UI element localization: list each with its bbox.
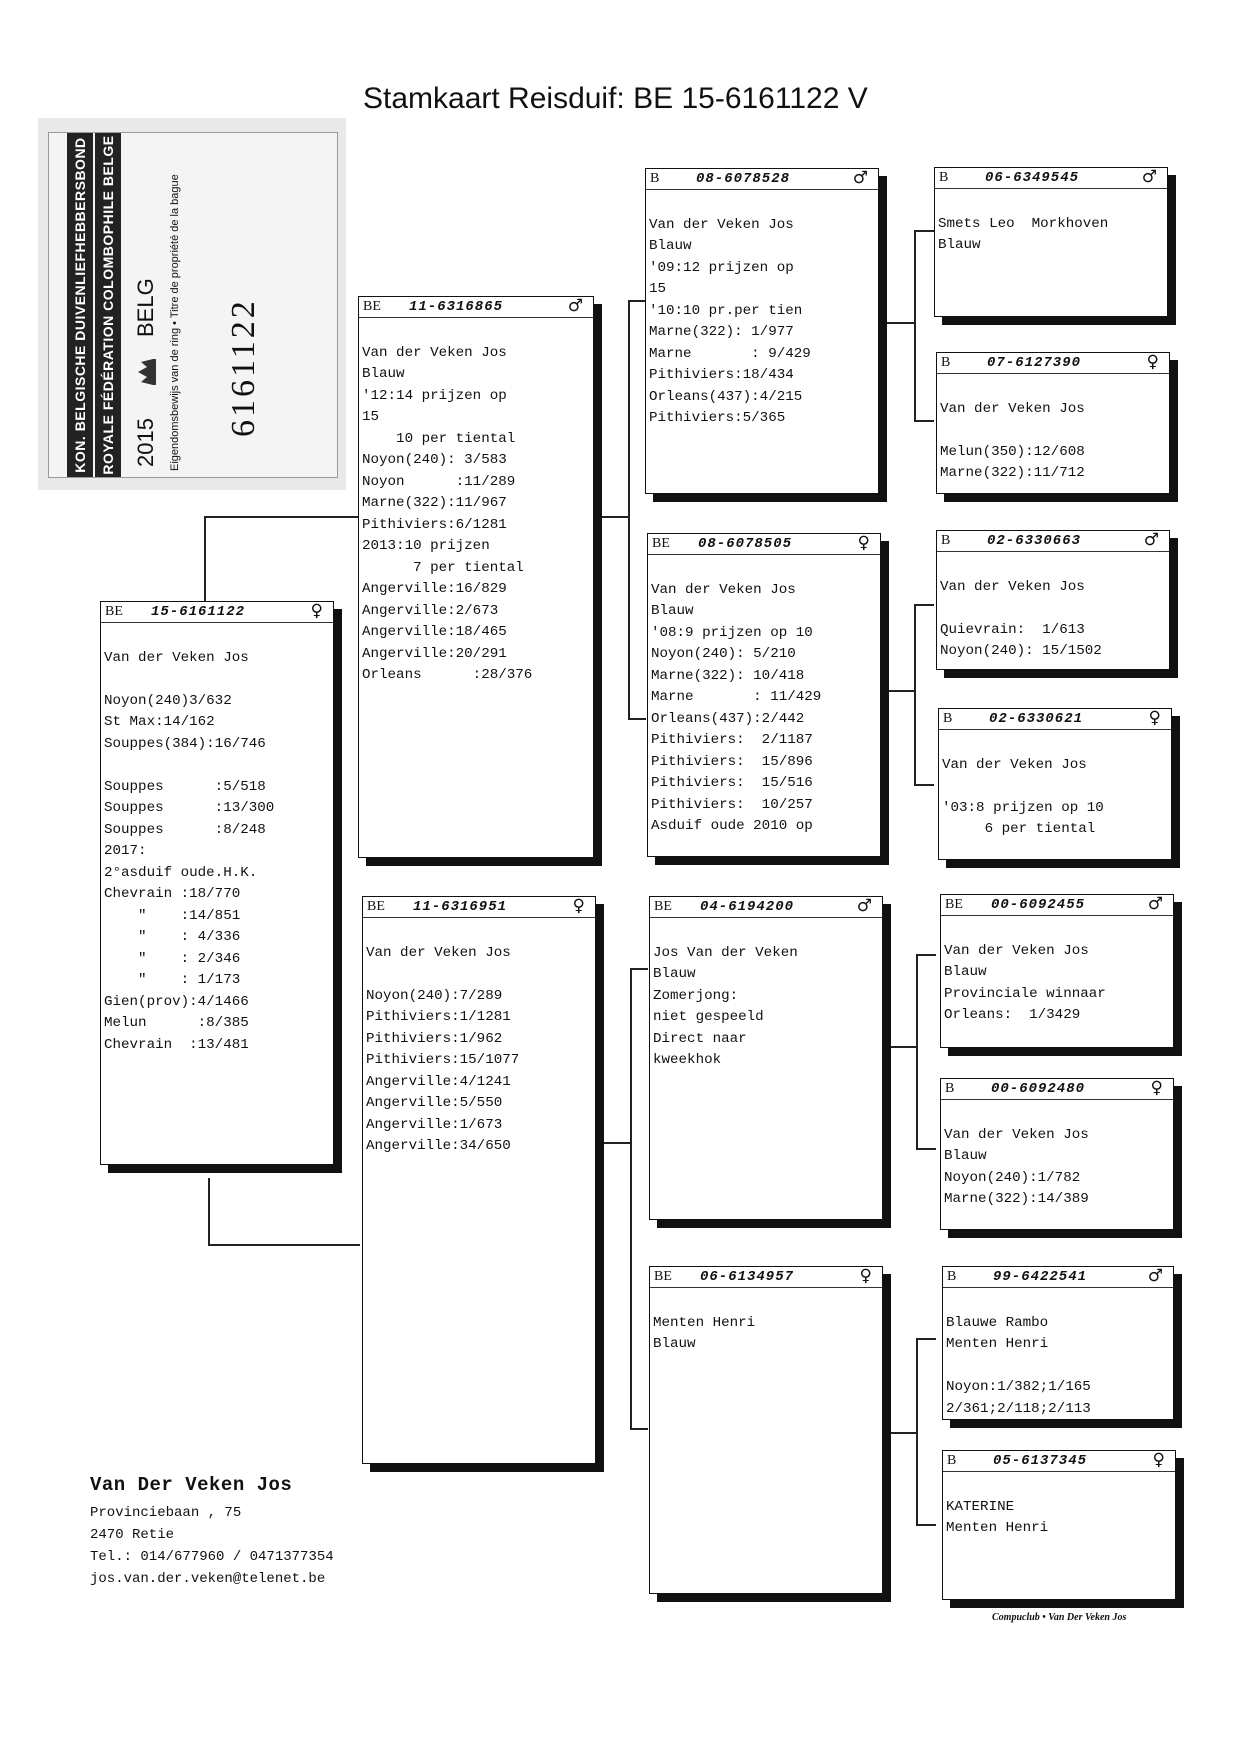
pedigree-line: KATERINE (946, 1498, 1015, 1515)
pedigree-line (942, 733, 1169, 755)
pedigree-line: Noyon(240):7/289 (366, 987, 503, 1004)
pedigree-line: " : 1/173 (104, 972, 241, 988)
pedigree-line: Orleans: 1/3429 (944, 1007, 1081, 1023)
pedigree-line: Angerville:2/673 (362, 602, 499, 619)
pedigree-line: Angerville:16/829 (362, 581, 507, 597)
pedigree-line: " :14/851 (104, 907, 241, 924)
pedigree-line: Souppes(384):16/746 (104, 735, 266, 752)
connector (888, 1432, 916, 1434)
pedigree-line: Van der Veken Jos (651, 581, 796, 598)
pigeon-card-mmm (942, 1450, 1176, 1600)
pedigree-line (104, 755, 331, 777)
pedigree-line: Van der Veken Jos (104, 649, 249, 666)
connector (914, 784, 934, 786)
pedigree-line (944, 1103, 1171, 1125)
ring-number: 04-6194200 (700, 899, 795, 915)
pigeon-card-fmm (938, 708, 1172, 860)
pedigree-line (946, 1291, 1171, 1313)
male-sex-icon: ♂ (852, 168, 868, 188)
connector (916, 1338, 918, 1524)
pedigree-line: Marne(322): 10/418 (651, 667, 805, 684)
pigeon-card-mother (362, 896, 596, 1464)
connector (602, 1142, 630, 1144)
pedigree-line: Noyon(240): 3/583 (362, 452, 507, 468)
owner-address: Provinciebaan , 75 (90, 1505, 242, 1521)
certificate-country: BELG (133, 278, 158, 337)
pedigree-line (104, 626, 331, 648)
pedigree-line: Quievrain: 1/613 (940, 621, 1085, 638)
connector (204, 516, 360, 518)
pigeon-card-father (358, 296, 594, 858)
pedigree-line: Pithiviers:15/1077 (366, 1052, 520, 1068)
pigeon-card-fmf (936, 530, 1170, 670)
pedigree-line: Angerville:18/465 (362, 624, 507, 640)
pigeon-card-mmf (942, 1266, 1174, 1420)
male-sex-icon: ♂ (1147, 894, 1163, 914)
pigeon-card-fm (647, 533, 881, 857)
pedigree-line: Asduif oude 2010 op (651, 818, 813, 834)
country-code: B (939, 170, 949, 185)
certificate-line1: KON. BELGISCHE DUIVENLIEFHEBBERSBOND (67, 133, 93, 477)
pedigree-line: Angerville:1/673 (366, 1116, 503, 1133)
pedigree-line: Chevrain :18/770 (104, 886, 241, 902)
pedigree-line: Blauw (651, 603, 694, 619)
pedigree-line: Noyon(240): 5/210 (651, 646, 796, 662)
pigeon-card-mm (649, 1266, 883, 1594)
connector (914, 230, 916, 420)
female-sex-icon: ♀ (857, 533, 870, 553)
ring-number: 06-6134957 (700, 1269, 795, 1285)
pedigree-line: Orleans :28/376 (362, 667, 533, 683)
pedigree-line: Melun(350):12/608 (940, 443, 1085, 460)
pedigree-line: St Max:14/162 (104, 714, 215, 730)
pedigree-line: '03:8 prijzen op 10 (942, 799, 1104, 816)
pedigree-line: Noyon :11/289 (362, 473, 516, 490)
pedigree-line: Pithiviers: 2/1187 (651, 732, 813, 748)
pedigree-line: Van der Veken Jos (366, 944, 511, 961)
pedigree-line: Blauw (944, 1148, 987, 1164)
pedigree-line: Angerville:5/550 (366, 1095, 503, 1111)
pedigree-line: Blauw (362, 366, 405, 382)
pedigree-line: Angerville:34/650 (366, 1138, 511, 1154)
female-sex-icon: ♀ (1146, 352, 1159, 372)
connector (204, 516, 206, 602)
pedigree-line (651, 558, 878, 580)
male-sex-icon: ♂ (1147, 1266, 1163, 1286)
pedigree-line: Marne : 9/429 (649, 345, 811, 362)
certificate-property-text: Eigendomsbewijs van de ring • Titre de propriété de la bague (169, 174, 181, 471)
pedigree-line: Blauw (944, 964, 987, 980)
male-sex-icon: ♂ (1141, 167, 1157, 187)
pedigree-line: Van der Veken Jos (940, 400, 1085, 417)
connector (916, 954, 936, 956)
pigeon-card-ffm (936, 352, 1170, 494)
pedigree-line: Pithiviers: 10/257 (651, 796, 813, 813)
pedigree-line (940, 598, 1167, 620)
country-code: BE (654, 1269, 672, 1284)
pedigree-line: '10:10 pr.per tien (649, 302, 803, 319)
certificate-line2: ROYALE FÉDÉRATION COLOMBOPHILE BELGE (95, 133, 121, 477)
software-credit: Compuclub • Van Der Veken Jos (992, 1612, 1127, 1623)
pedigree-line: '09:12 prijzen op (649, 259, 794, 276)
country-code: BE (367, 899, 385, 914)
ring-number: 00-6092480 (991, 1081, 1086, 1097)
ring-number: 00-6092455 (991, 897, 1086, 913)
country-code: BE (945, 897, 963, 912)
pedigree-line: Pithiviers:5/365 (649, 410, 786, 426)
pedigree-line: Angerville:4/1241 (366, 1073, 511, 1090)
pedigree-line: Menten Henri (946, 1520, 1049, 1536)
ring-number: 08-6078528 (696, 171, 791, 187)
pedigree-line: Marne(322): 1/977 (649, 324, 794, 340)
ring-number: 05-6137345 (993, 1453, 1088, 1469)
pedigree-line (366, 964, 593, 986)
pedigree-line: 7 per tiental (362, 559, 524, 576)
pedigree-line: Provinciale winnaar (944, 985, 1106, 1002)
pedigree-line (362, 321, 591, 343)
pedigree-line: Van der Veken Jos (940, 578, 1085, 595)
pedigree-line (946, 1356, 1171, 1378)
pedigree-line: 10 per tiental (362, 430, 516, 447)
pedigree-line: Blauw (649, 238, 692, 254)
owner-name: Van Der Veken Jos (90, 1474, 293, 1496)
pedigree-line: Souppes :8/248 (104, 821, 266, 838)
pedigree-line: 15 (649, 281, 667, 297)
pedigree-line: Van der Veken Jos (362, 344, 507, 361)
pedigree-line (653, 1291, 880, 1313)
country-code: B (650, 171, 660, 186)
pedigree-line: Pithiviers:6/1281 (362, 516, 507, 533)
owner-email: jos.van.der.veken@telenet.be (90, 1571, 326, 1587)
ring-number: 11-6316865 (409, 299, 504, 315)
pedigree-line: Orleans(437):2/442 (651, 710, 805, 727)
ring-number: 08-6078505 (698, 536, 793, 552)
connector (628, 718, 646, 720)
pedigree-line: Marne(322):14/389 (944, 1191, 1089, 1207)
pigeon-card-mf (649, 896, 883, 1220)
pedigree-line: Noyon(240): 15/1502 (940, 643, 1102, 659)
pedigree-line: 6 per tiental (942, 821, 1096, 837)
female-sex-icon: ♀ (572, 896, 585, 916)
pedigree-line: Menten Henri (946, 1336, 1049, 1352)
ring-number: 02-6330621 (989, 711, 1084, 727)
connector (630, 968, 648, 970)
owner-contact (90, 1474, 334, 1590)
pigeon-card-mff (940, 894, 1174, 1048)
pedigree-line: Blauwe Rambo (946, 1314, 1049, 1331)
female-sex-icon: ♀ (1148, 708, 1161, 728)
pedigree-line: Van der Veken Jos (649, 216, 794, 233)
pedigree-line: Zomerjong: (653, 987, 739, 1004)
pedigree-line: Menten Henri (653, 1314, 756, 1331)
pedigree-line: Souppes :5/518 (104, 778, 266, 795)
pedigree-line: '12:14 prijzen op (362, 387, 507, 404)
pigeon-card-mfm (940, 1078, 1174, 1230)
country-code: B (941, 355, 951, 370)
connector (888, 1046, 916, 1048)
connector (914, 230, 934, 232)
pedigree-line: Pithiviers:18/434 (649, 367, 794, 383)
certificate-year: 2015 (133, 418, 158, 467)
pedigree-line: Pithiviers: 15/896 (651, 753, 813, 770)
pedigree-line: kweekhok (653, 1052, 722, 1068)
connector (916, 1338, 936, 1340)
pedigree-line: Noyon(240):1/782 (944, 1169, 1081, 1186)
country-code: B (947, 1269, 957, 1284)
ring-number: 15-6161122 (151, 604, 246, 620)
pedigree-line: Angerville:20/291 (362, 645, 507, 662)
pedigree-line: '08:9 prijzen op 10 (651, 624, 813, 641)
certificate-ring-number: 6161122 (225, 298, 262, 437)
connector (916, 1524, 936, 1526)
pedigree-line: Marne(322):11/712 (940, 465, 1085, 481)
country-code: B (947, 1453, 957, 1468)
pigeon-card-subject (100, 601, 334, 1165)
pedigree-line (942, 776, 1169, 798)
connector (914, 604, 916, 784)
pedigree-line: Pithiviers:1/1281 (366, 1009, 511, 1025)
connector (914, 604, 934, 606)
ring-number: 02-6330663 (987, 533, 1082, 549)
pedigree-line: Noyon(240)3/632 (104, 692, 232, 709)
connector (630, 1428, 648, 1430)
country-code: BE (363, 299, 381, 314)
female-sex-icon: ♀ (859, 1266, 872, 1286)
connector (914, 420, 934, 422)
connector (600, 516, 628, 518)
pedigree-line: Van der Veken Jos (942, 756, 1087, 773)
pedigree-line: Souppes :13/300 (104, 800, 275, 816)
pedigree-line: 15 (362, 409, 380, 425)
pedigree-line: Pithiviers: 15/516 (651, 775, 813, 791)
page-title: Stamkaart Reisduif: BE 15-6161122 V (363, 82, 868, 115)
ring-number: 99-6422541 (993, 1269, 1088, 1285)
pedigree-line (649, 193, 876, 215)
pedigree-line: niet gespeeld (653, 1009, 764, 1025)
female-sex-icon: ♀ (310, 601, 323, 621)
owner-phone: Tel.: 014/677960 / 0471377354 (90, 1549, 334, 1565)
pedigree-line (940, 555, 1167, 577)
pedigree-line: Gien(prov):4/1466 (104, 993, 249, 1010)
pedigree-line: 2°asduif oude.H.K. (104, 864, 258, 881)
pedigree-line: 2013:10 prijzen (362, 538, 490, 554)
pedigree-line: Pithiviers:1/962 (366, 1030, 503, 1047)
pedigree-line: Chevrain :13/481 (104, 1036, 249, 1053)
connector (916, 954, 918, 1148)
male-sex-icon: ♂ (567, 296, 583, 316)
connector (886, 690, 914, 692)
pedigree-line: Blauw (938, 237, 981, 253)
pedigree-line: Orleans(437):4/215 (649, 388, 803, 405)
connector (628, 300, 630, 718)
ring-number: 07-6127390 (987, 355, 1082, 371)
pigeon-card-fff (934, 167, 1168, 317)
country-code: B (945, 1081, 955, 1096)
pigeon-card-ff (645, 168, 879, 494)
pedigree-line: " : 2/346 (104, 950, 241, 967)
crown-icon (135, 357, 157, 387)
pedigree-line: Blauw (653, 1336, 696, 1352)
pedigree-line (946, 1475, 1173, 1497)
female-sex-icon: ♀ (1150, 1078, 1163, 1098)
connector (208, 1244, 360, 1246)
pedigree-line: Smets Leo Morkhoven (938, 215, 1109, 232)
pedigree-line (940, 420, 1167, 442)
country-code: B (941, 533, 951, 548)
owner-city: 2470 Retie (90, 1527, 175, 1543)
female-sex-icon: ♀ (1152, 1450, 1165, 1470)
pedigree-line (944, 919, 1171, 941)
country-code: BE (652, 536, 670, 551)
male-sex-icon: ♂ (1143, 530, 1159, 550)
pedigree-line (938, 192, 1165, 214)
ring-number: 06-6349545 (985, 170, 1080, 186)
connector (916, 1148, 936, 1150)
pedigree-line: " : 4/336 (104, 929, 241, 945)
pedigree-line: Noyon:1/382;1/165 (946, 1379, 1091, 1395)
pedigree-line: 2/361;2/118;2/113 (946, 1400, 1091, 1417)
pedigree-line (940, 377, 1167, 399)
pedigree-line: Melun :8/385 (104, 1015, 249, 1031)
country-code: BE (105, 604, 123, 619)
country-code: BE (654, 899, 672, 914)
connector (208, 1178, 210, 1244)
certificate-card (48, 132, 338, 478)
connector (886, 322, 914, 324)
male-sex-icon: ♂ (856, 896, 872, 916)
pedigree-line: Blauw (653, 966, 696, 982)
pedigree-line: Jos Van der Veken (653, 944, 798, 961)
ring-number: 11-6316951 (413, 899, 508, 915)
pedigree-line (653, 921, 880, 943)
pedigree-line: Marne(322):11/967 (362, 495, 507, 511)
pedigree-line: Marne : 11/429 (651, 689, 822, 705)
pedigree-line: Van der Veken Jos (944, 942, 1089, 959)
connector (628, 300, 646, 302)
pedigree-line: 2017: (104, 843, 147, 859)
connector (630, 968, 632, 1428)
pedigree-line: Van der Veken Jos (944, 1126, 1089, 1143)
pedigree-line: Direct naar (653, 1030, 747, 1047)
pedigree-line (366, 921, 593, 943)
ring-certificate (38, 118, 346, 490)
country-code: B (943, 711, 953, 726)
pedigree-line (104, 669, 331, 691)
